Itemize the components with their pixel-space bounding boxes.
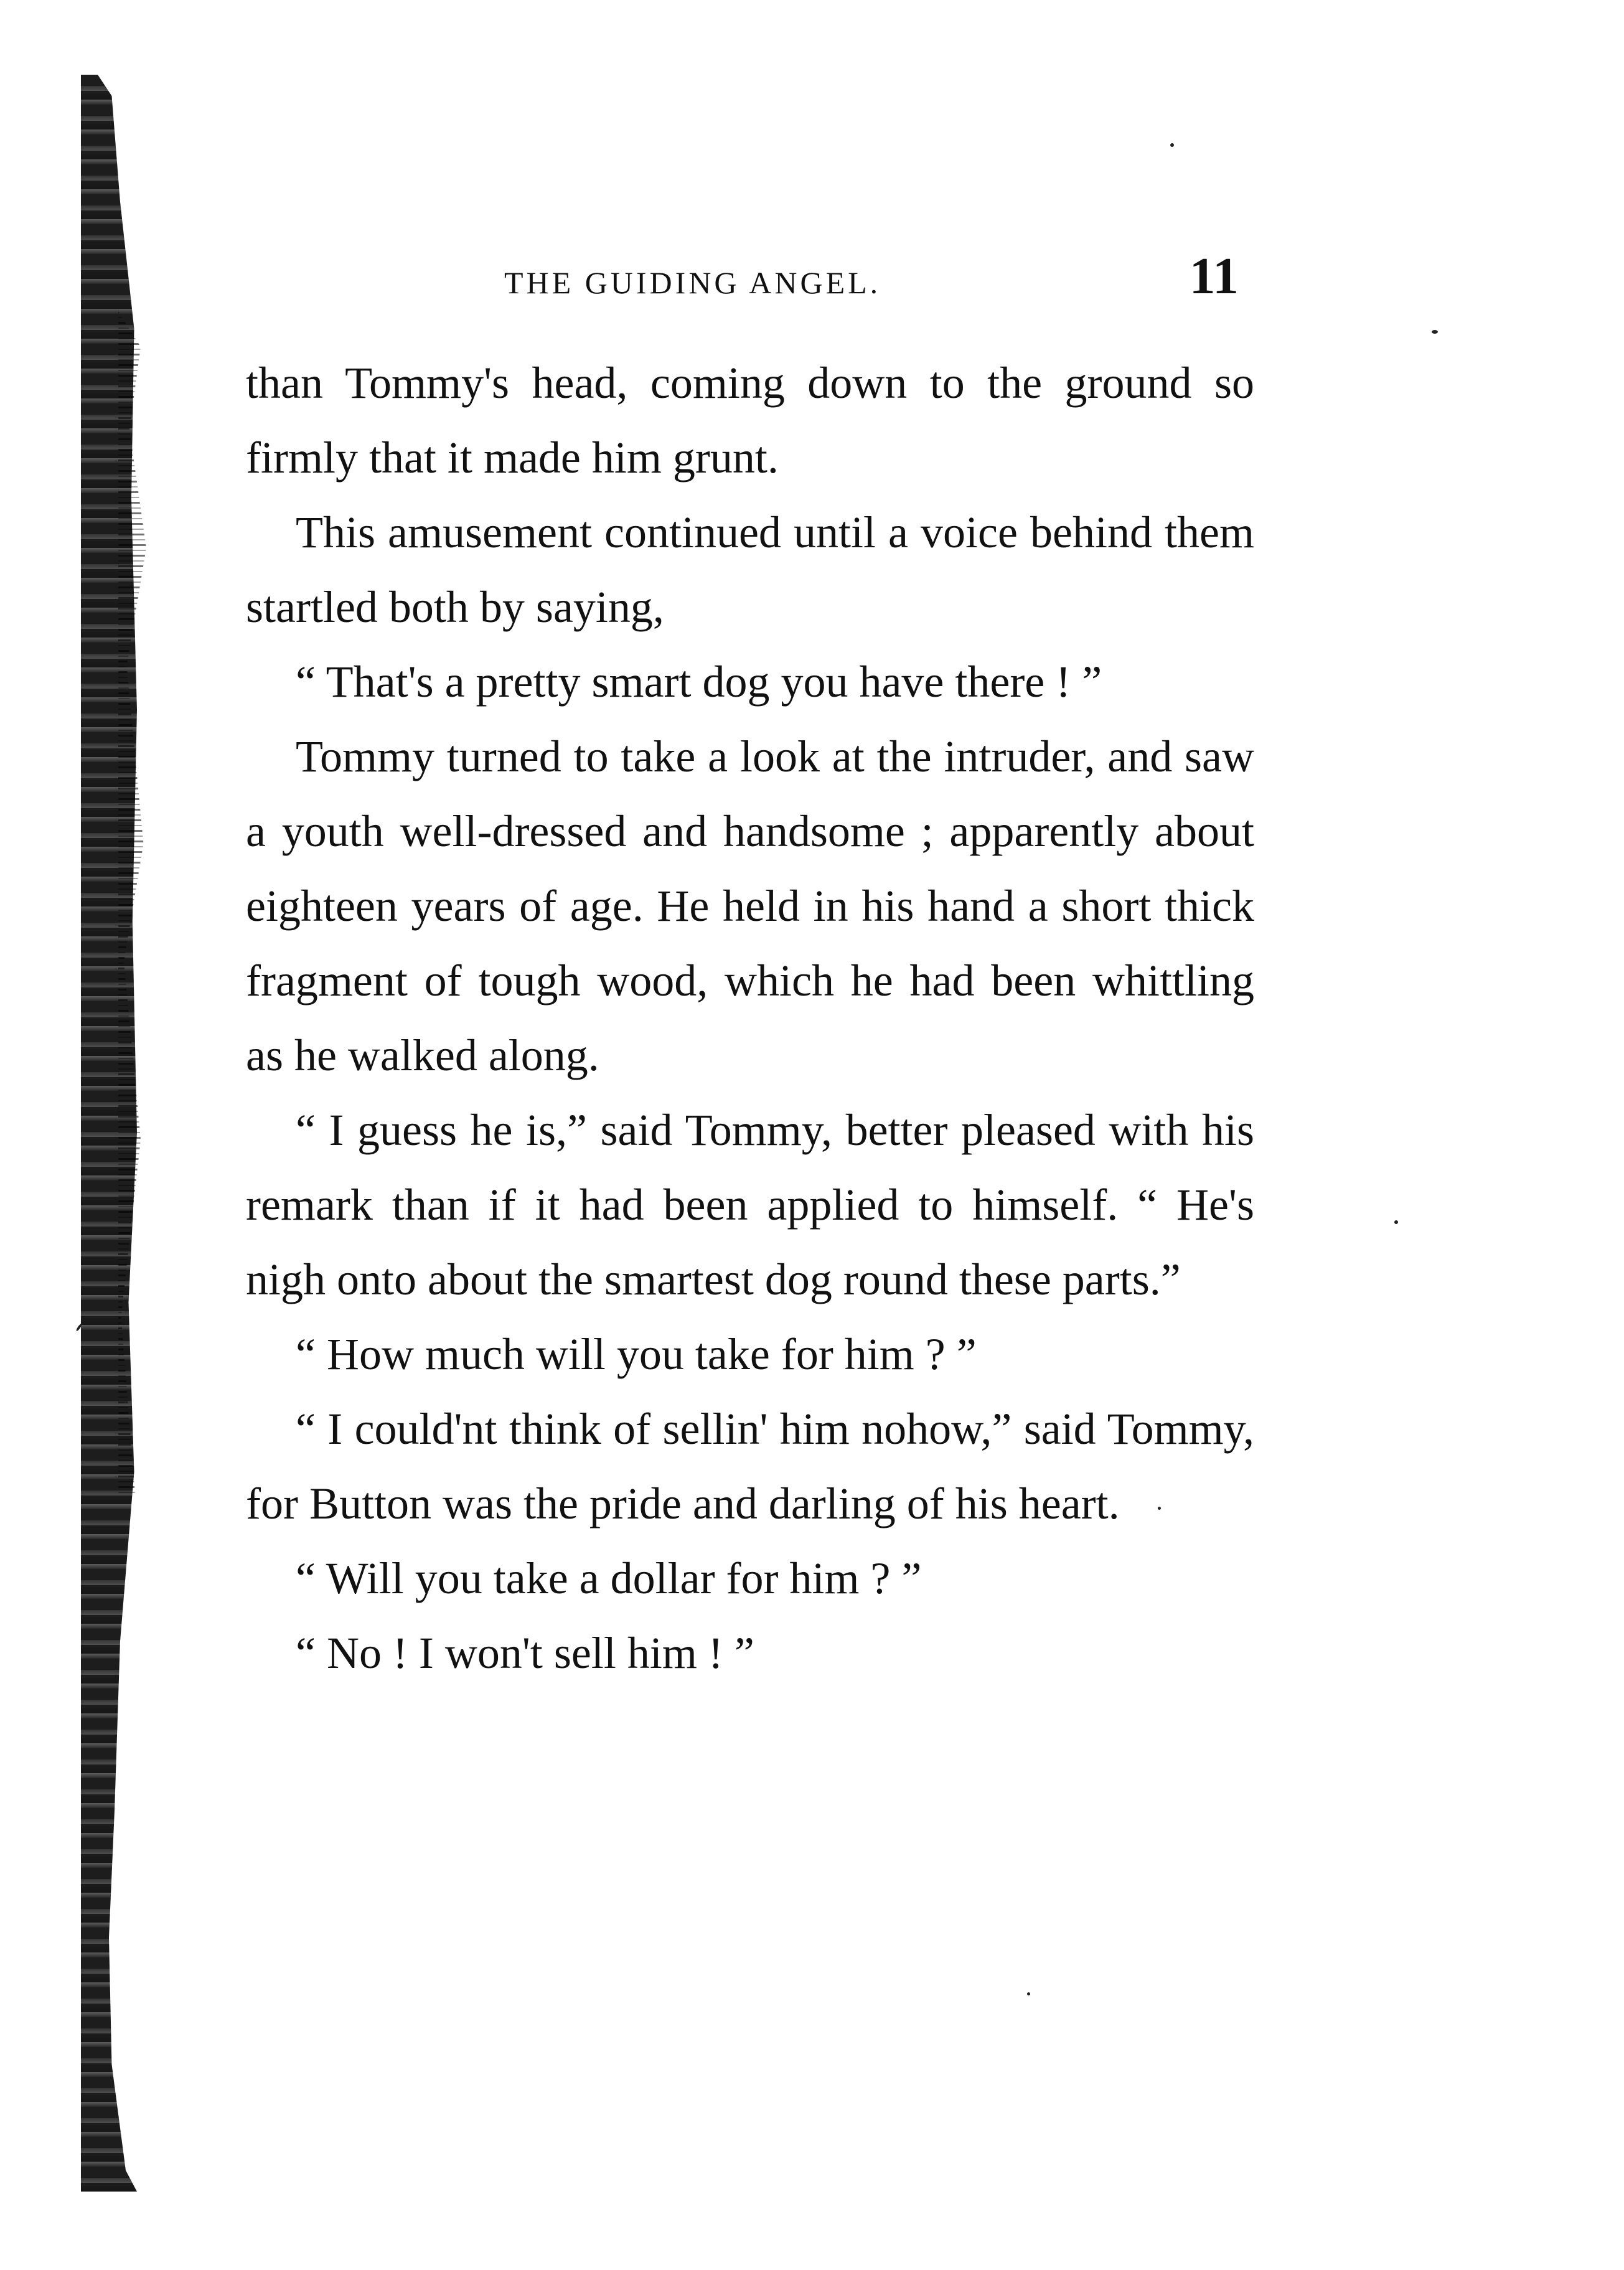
paragraph: “ How much will you take for him ? ” (296, 1329, 977, 1379)
paragraph: “ That's a pretty smart dog you have there ! ” (296, 657, 1102, 707)
paragraph: This amusement continued until a voice behind them startled both by saying, (246, 507, 1254, 632)
paragraph: “ I could'nt think of sellin' him nohow,” said Tommy, for Button was the pride and darling of his heart. (246, 1404, 1254, 1528)
scan-speck (1394, 1220, 1398, 1224)
scan-speck (1027, 1992, 1030, 1995)
paragraph: than Tommy's head, coming down to the ground so firmly that it made him grunt. (246, 358, 1254, 483)
running-title: THE GUIDING ANGEL. (504, 265, 881, 300)
body-text (246, 346, 1254, 1690)
page-number: 11 (1189, 247, 1239, 305)
paragraph: “ Will you take a dollar for him ? ” (296, 1553, 922, 1603)
paragraph: “ No ! I won't sell him ! ” (296, 1628, 754, 1678)
page-header (504, 246, 1239, 314)
scan-speck (1170, 143, 1174, 147)
scan-speck (1432, 330, 1438, 334)
paragraph: Tommy turned to take a look at the intruder, and saw a youth well-dressed and handsome ; apparently about eighteen years of age. He held in his hand a short thick fragment of tough wood, which he had been whittling as he walked along. (246, 732, 1254, 1080)
paragraph: “ I guess he is,” said Tommy, better pleased with his remark than if it had been applied to himself. “ He's nigh onto about the smartest dog round these parts.” (246, 1105, 1254, 1304)
